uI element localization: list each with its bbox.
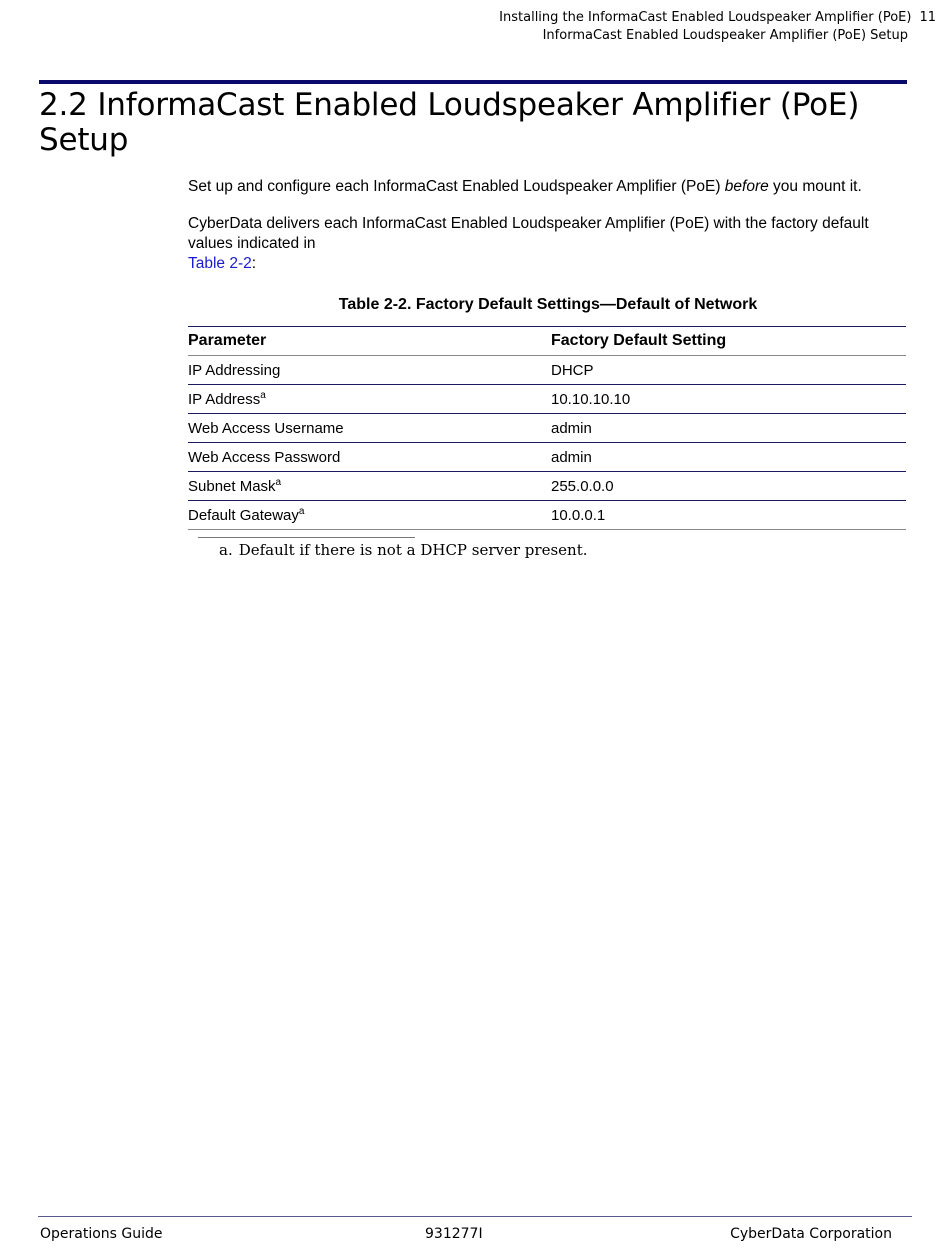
defaults-paragraph xyxy=(188,214,908,274)
parameter-name: Default Gateway xyxy=(188,506,299,524)
value-cell: 10.0.0.1 xyxy=(551,506,606,524)
table-row xyxy=(188,385,906,414)
footnote-separator xyxy=(198,537,415,538)
column-header-default-setting: Factory Default Setting xyxy=(551,332,727,349)
factory-defaults-table xyxy=(188,326,906,530)
section-title: 2.2 InformaCast Enabled Loudspeaker Amplifier (PoE) Setup xyxy=(39,87,860,158)
parameter-cell xyxy=(188,356,551,385)
intro-text-after: you mount it. xyxy=(768,178,862,195)
value-cell: 10.10.10.10 xyxy=(551,390,631,408)
table-footnote xyxy=(219,541,588,559)
parameter-name: IP Addressing xyxy=(188,361,281,379)
parameter-cell xyxy=(188,501,551,530)
footer-document-title: Operations Guide xyxy=(40,1226,163,1242)
value-cell: admin xyxy=(551,419,592,437)
table-caption: Table 2-2. Factory Default Settings—Default of Network xyxy=(338,296,758,313)
table-row xyxy=(188,443,906,472)
parameter-cell xyxy=(188,472,551,501)
parameter-cell xyxy=(188,414,551,443)
footnote-reference: a xyxy=(260,389,266,401)
value-cell: 255.0.0.0 xyxy=(551,477,614,495)
footer-document-number: 931277I xyxy=(425,1226,483,1242)
parameter-name: Web Access Password xyxy=(188,448,341,466)
header-chapter-title: Installing the InformaCast Enabled Loudspeaker Amplifier (PoE) xyxy=(499,10,912,25)
column-header-parameter: Parameter xyxy=(188,332,267,349)
footer-company: CyberData Corporation xyxy=(730,1226,892,1242)
footnote-mark: a. xyxy=(219,541,233,559)
intro-text-before: Set up and configure each InformaCast Enabled Loudspeaker Amplifier (PoE) xyxy=(188,178,725,195)
parameter-cell xyxy=(188,385,551,414)
intro-emphasis: before xyxy=(724,178,769,195)
parameter-cell xyxy=(188,443,551,472)
parameter-name: Web Access Username xyxy=(188,419,344,437)
footnote-text: Default if there is not a DHCP server present. xyxy=(238,541,588,559)
header-line-1 xyxy=(236,9,936,27)
defaults-colon: : xyxy=(251,255,257,272)
header-section-title: InformaCast Enabled Loudspeaker Amplifier (PoE) Setup xyxy=(542,28,908,43)
value-cell: admin xyxy=(551,448,592,466)
footnote-reference: a xyxy=(298,505,305,517)
value-cell: DHCP xyxy=(551,361,594,379)
footnote-reference: a xyxy=(275,476,282,488)
intro-paragraph xyxy=(188,177,908,197)
running-header xyxy=(236,9,936,45)
defaults-text: CyberData delivers each InformaCast Enabled Loudspeaker Amplifier (PoE) with the factory default values indicated in xyxy=(188,215,869,252)
parameter-name: IP Address xyxy=(188,390,261,408)
section-rule xyxy=(39,80,907,84)
table-header-row xyxy=(188,327,906,356)
table-row xyxy=(188,414,906,443)
table-row xyxy=(188,356,906,385)
body-content xyxy=(188,175,908,530)
table-2-2-link[interactable]: Table 2-2 xyxy=(188,255,252,272)
footer-rule xyxy=(38,1216,912,1217)
table-row xyxy=(188,472,906,501)
page-number: 11 xyxy=(919,10,936,25)
table-row xyxy=(188,501,906,530)
parameter-name: Subnet Mask xyxy=(188,477,276,495)
